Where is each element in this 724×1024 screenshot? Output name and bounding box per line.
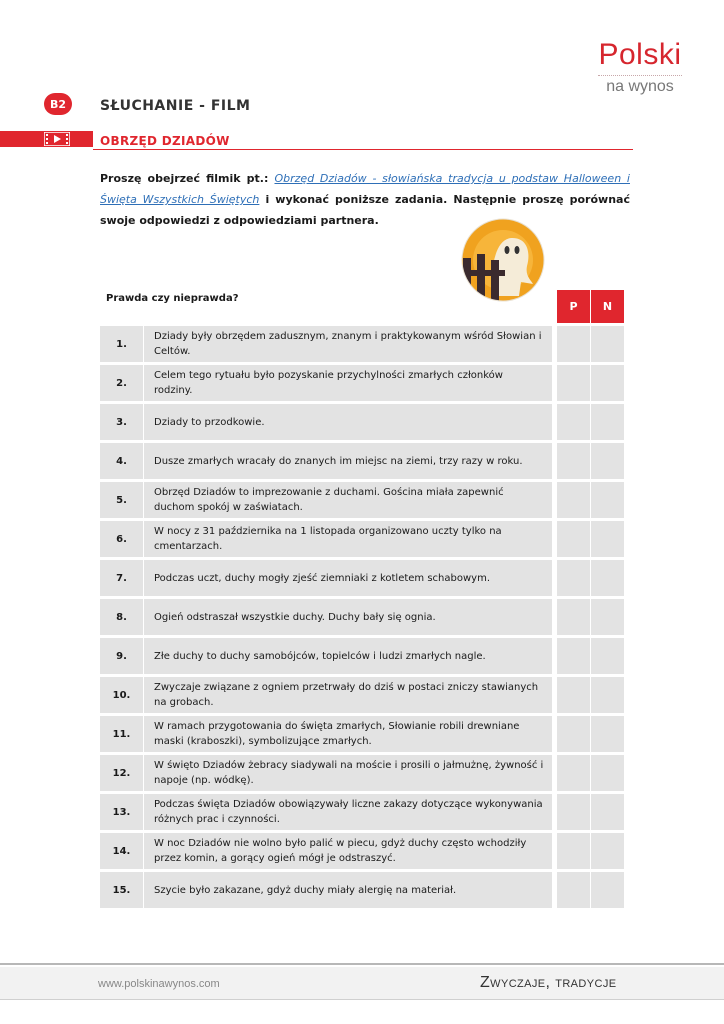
brand-logo xyxy=(592,38,688,96)
instructions xyxy=(100,168,630,231)
question-number: 13. xyxy=(100,794,143,830)
question-text: Dziady były obrzędem zadusznym, znanym i praktykowanym wśród Słowian i Celtów. xyxy=(144,326,552,362)
answer-true-cell[interactable] xyxy=(557,872,590,908)
answer-false-cell[interactable] xyxy=(591,443,624,479)
answer-true-cell[interactable] xyxy=(557,521,590,557)
question-text: Podczas uczt, duchy mogły zjeść ziemniaki z kotletem schabowym. xyxy=(144,560,552,596)
question-number: 15. xyxy=(100,872,143,908)
ghost-illustration xyxy=(461,218,545,302)
exercise-heading: Prawda czy nieprawda? xyxy=(106,293,239,304)
answer-true-cell[interactable] xyxy=(557,794,590,830)
answer-false-cell[interactable] xyxy=(591,638,624,674)
question-text: Celem tego rytuału było pozyskanie przychylności zmarłych członków rodziny. xyxy=(144,365,552,401)
question-number: 6. xyxy=(100,521,143,557)
question-number: 5. xyxy=(100,482,143,518)
level-badge: B2 xyxy=(44,93,72,115)
question-number: 7. xyxy=(100,560,143,596)
answer-false-cell[interactable] xyxy=(591,365,624,401)
footer-website[interactable]: www.polskinawynos.com xyxy=(98,978,220,990)
film-strip-play-icon xyxy=(44,132,70,146)
answer-false-cell[interactable] xyxy=(591,521,624,557)
logo-divider xyxy=(598,75,682,76)
question-number: 8. xyxy=(100,599,143,635)
question-text: W ramach przygotowania do święta zmarłych, Słowianie robili drewniane maski (kraboszki), symbolizujące zmarłych. xyxy=(144,716,552,752)
answer-true-cell[interactable] xyxy=(557,716,590,752)
lesson-subtitle: OBRZĘD DZIADÓW xyxy=(100,134,230,148)
footer-divider xyxy=(0,963,724,965)
answer-true-cell[interactable] xyxy=(557,326,590,362)
answer-false-cell[interactable] xyxy=(591,794,624,830)
instructions-tail: i wykonać poniższe zadania. Następnie proszę porównać swoje odpowiedzi z odpowiedziami partnera. xyxy=(100,193,630,227)
question-number: 12. xyxy=(100,755,143,791)
subtitle-underline xyxy=(93,149,633,150)
question-text: Dusze zmarłych wracały do znanych im miejsc na ziemi, trzy razy w roku. xyxy=(144,443,552,479)
answer-true-cell[interactable] xyxy=(557,365,590,401)
answer-true-cell[interactable] xyxy=(557,404,590,440)
question-number: 14. xyxy=(100,833,143,869)
question-number: 3. xyxy=(100,404,143,440)
answer-true-cell[interactable] xyxy=(557,833,590,869)
question-text: Złe duchy to duchy samobójców, topielców i ludzi zmarłych nagle. xyxy=(144,638,552,674)
question-number: 4. xyxy=(100,443,143,479)
answer-false-cell[interactable] xyxy=(591,404,624,440)
question-text: Zwyczaje związane z ogniem przetrwały do dziś w postaci zniczy stawianych na grobach. xyxy=(144,677,552,713)
answer-true-cell[interactable] xyxy=(557,482,590,518)
answer-false-cell[interactable] xyxy=(591,326,624,362)
question-text: Obrzęd Dziadów to imprezowanie z duchami. Gościna miała zapewnić duchom spokój w zaświatach. xyxy=(144,482,552,518)
answer-true-cell[interactable] xyxy=(557,677,590,713)
question-text: W noc Dziadów nie wolno było palić w piecu, gdyż duchy często wchodziły przez komin, a gorący ogień mógł je odstraszyć. xyxy=(144,833,552,869)
question-number: 10. xyxy=(100,677,143,713)
question-text: W święto Dziadów żebracy siadywali na moście i prosili o jałmużnę, żywność i napoje (np. wódkę). xyxy=(144,755,552,791)
answer-false-cell[interactable] xyxy=(591,755,624,791)
video-link[interactable]: Obrzęd Dziadów - słowiańska tradycja u podstaw Halloween i Święta Wszystkich Świętych xyxy=(100,172,630,206)
question-text: Dziady to przodkowie. xyxy=(144,404,552,440)
answer-false-cell[interactable] xyxy=(591,872,624,908)
answer-false-cell[interactable] xyxy=(591,599,624,635)
question-text: Ogień odstraszał wszystkie duchy. Duchy bały się ognia. xyxy=(144,599,552,635)
answer-false-cell[interactable] xyxy=(591,482,624,518)
answer-true-cell[interactable] xyxy=(557,755,590,791)
answer-true-cell[interactable] xyxy=(557,638,590,674)
answer-false-cell[interactable] xyxy=(591,677,624,713)
answer-false-cell[interactable] xyxy=(591,833,624,869)
answer-true-cell[interactable] xyxy=(557,443,590,479)
footer-topic: Zwyczaje, tradycje xyxy=(480,974,617,991)
question-number: 1. xyxy=(100,326,143,362)
question-number: 2. xyxy=(100,365,143,401)
answer-true-cell[interactable] xyxy=(557,599,590,635)
question-text: W nocy z 31 października na 1 listopada organizowano uczty tylko na cmentarzach. xyxy=(144,521,552,557)
question-number: 11. xyxy=(100,716,143,752)
answer-false-cell[interactable] xyxy=(591,560,624,596)
question-text: Szycie było zakazane, gdyż duchy miały alergię na materiał. xyxy=(144,872,552,908)
answer-true-cell[interactable] xyxy=(557,560,590,596)
column-header-true: P xyxy=(557,290,590,323)
section-title: SŁUCHANIE - FILM xyxy=(100,98,251,114)
instructions-lead: Proszę obejrzeć filmik pt.: xyxy=(100,172,275,185)
question-text: Podczas święta Dziadów obowiązywały liczne zakazy dotyczące wykonywania różnych prac i czynności. xyxy=(144,794,552,830)
column-header-false: N xyxy=(591,290,624,323)
logo-tagline: na wynos xyxy=(606,78,674,95)
answer-false-cell[interactable] xyxy=(591,716,624,752)
logo-brand-text: Polski xyxy=(598,38,682,71)
question-number: 9. xyxy=(100,638,143,674)
